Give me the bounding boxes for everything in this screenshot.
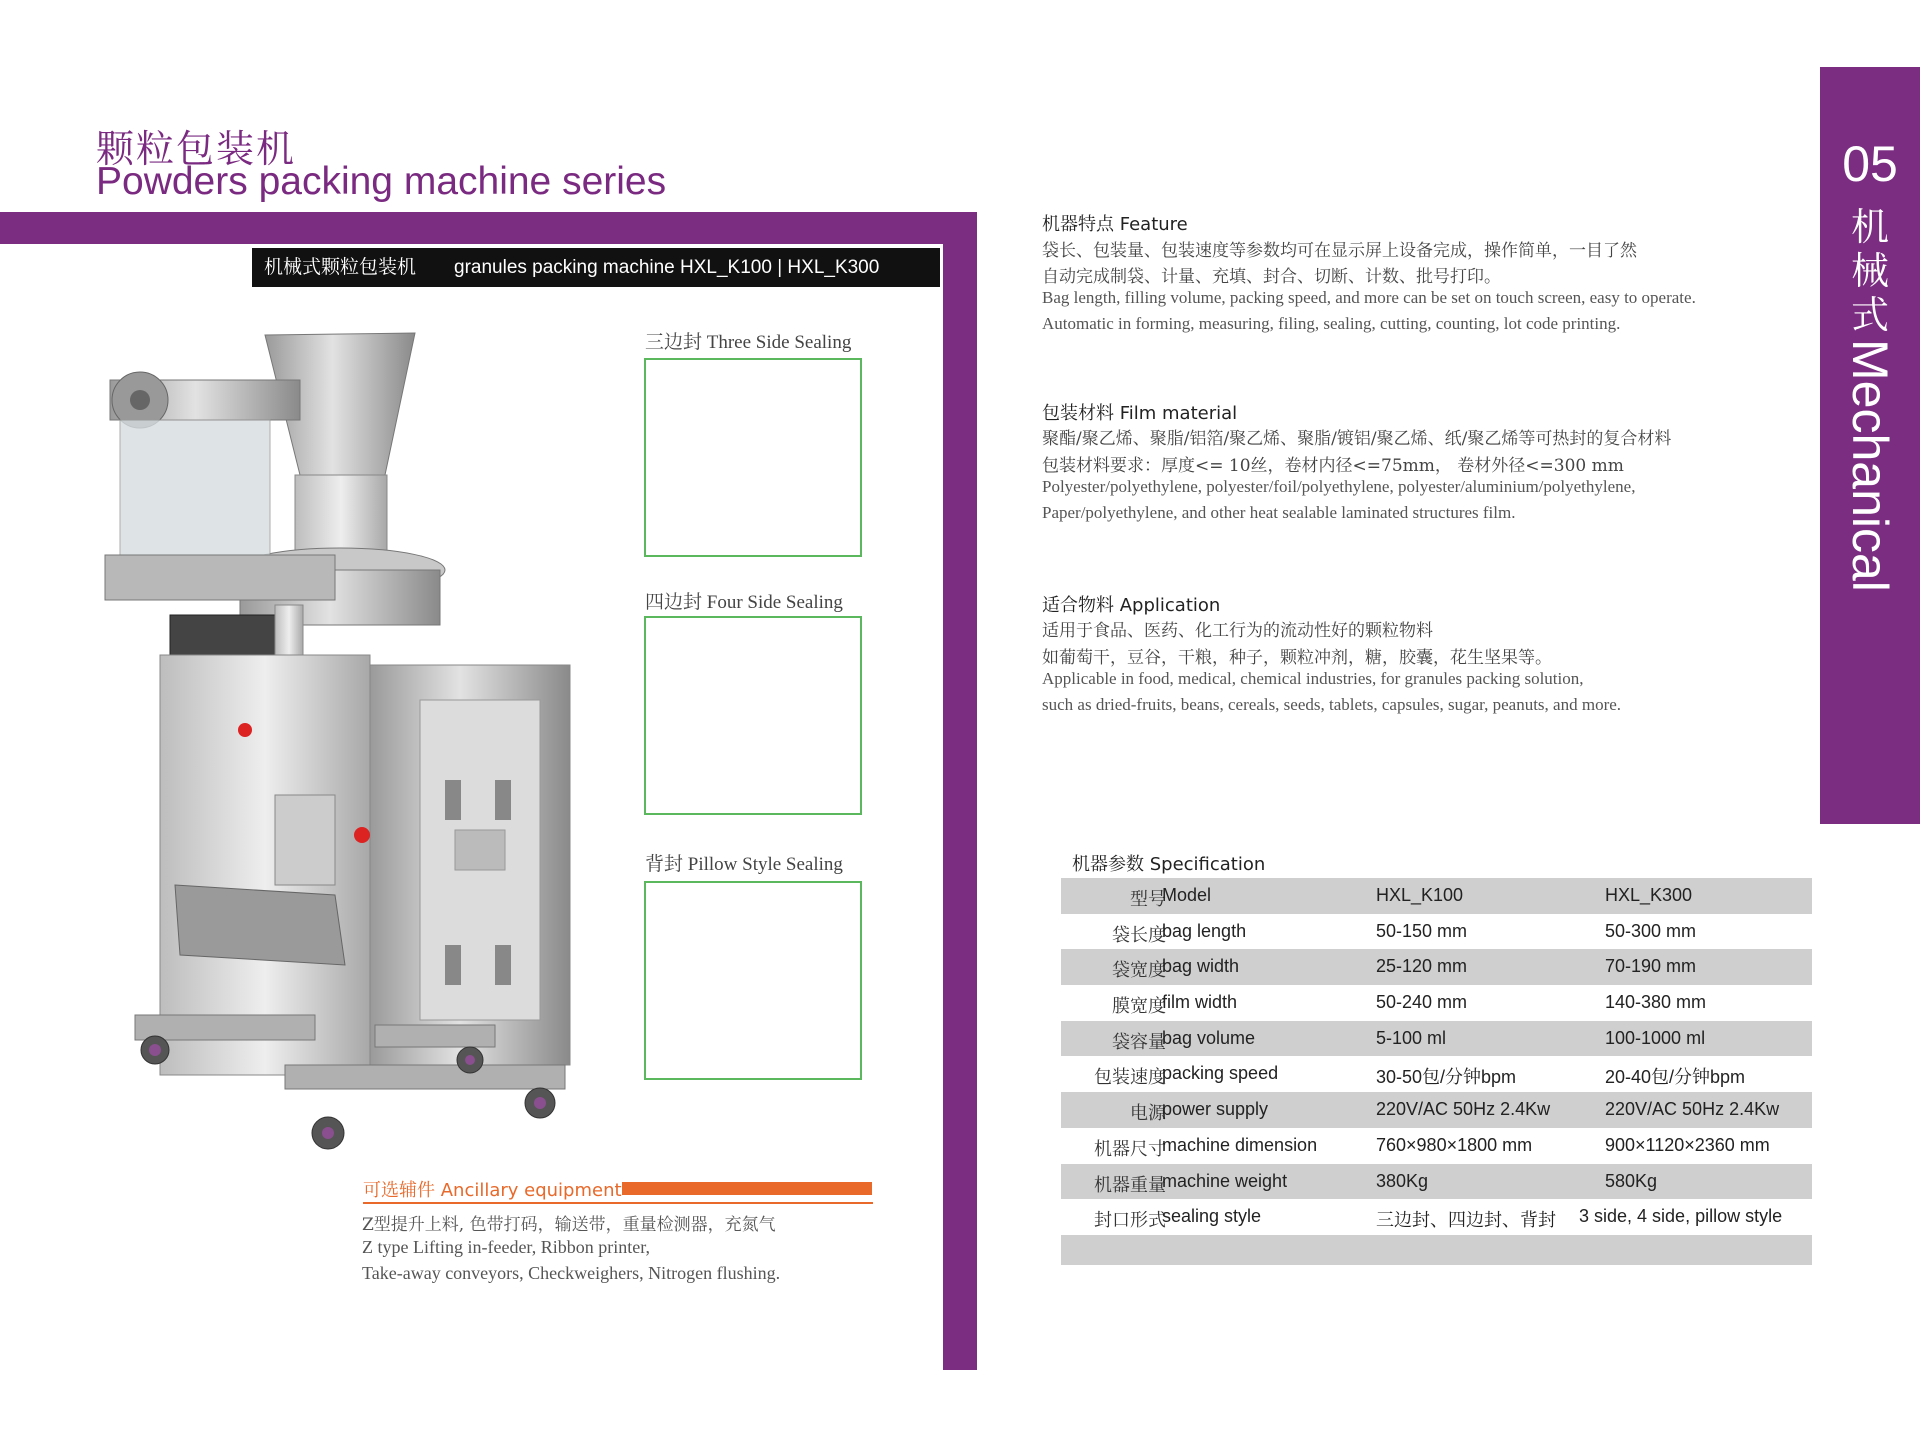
model-bar	[252, 248, 940, 287]
ancillary-accent-bar	[622, 1182, 872, 1195]
spec-row	[1061, 1199, 1812, 1235]
film-line: Paper/polyethylene, and other heat sealable laminated structures film.	[1042, 503, 1516, 522]
four-side-sealing-sample	[644, 616, 862, 815]
section-chinese-char: 械	[1850, 249, 1889, 293]
spec-k100-value: 三边封、四边封、背封	[1376, 1210, 1556, 1232]
page-title-chinese: 颗粒包装机	[96, 127, 297, 171]
spec-row-blank	[1061, 1235, 1812, 1265]
spec-row	[1061, 985, 1812, 1021]
spec-en-label: power supply	[1162, 1099, 1269, 1120]
film-title: 包装材料 Film material	[1042, 403, 1238, 424]
ancillary-line-en-2: Take-away conveyors, Checkweighers, Nitrogen flushing.	[362, 1263, 781, 1283]
application-line: Applicable in food, medical, chemical industries, for granules packing solution,	[1042, 669, 1584, 688]
spec-k100-value: 50-150 mm	[1376, 920, 1468, 941]
spec-k100-value: HXL_K100	[1376, 885, 1464, 905]
packing-machine-illustration	[100, 325, 580, 1155]
film-line: 包装材料要求：厚度<= 10丝，卷材内径<=75mm， 卷材外径<=300 mm	[1042, 456, 1624, 476]
spec-cn-label: 电源	[1130, 1103, 1166, 1125]
spec-k300-value: 220V/AC 50Hz 2.4Kw	[1605, 1099, 1780, 1120]
spec-row	[1061, 914, 1812, 950]
spec-cn-label: 膜宽度	[1112, 996, 1166, 1018]
spec-k300-value: HXL_K300	[1605, 885, 1693, 905]
spec-k100-value: 760×980×1800 mm	[1376, 1134, 1533, 1155]
spec-cn-label: 袋宽度	[1112, 960, 1166, 982]
section-chinese-char: 式	[1850, 293, 1889, 337]
ancillary-line-cn: Z型提升上料, 色带打码，输送带，重量检测器，充氮气	[362, 1215, 776, 1235]
spec-table	[1061, 878, 1812, 1265]
spec-k300-value: 70-190 mm	[1605, 956, 1697, 977]
purple-divider-band	[943, 212, 977, 1370]
spec-row	[1061, 1092, 1812, 1128]
spec-title: 机器参数 Specification	[1072, 854, 1266, 875]
feature-line: Bag length, filling volume, packing speed, and more can be set on touch screen, easy to operate.	[1042, 288, 1696, 307]
spec-k300-value: 140-380 mm	[1605, 992, 1707, 1013]
spec-en-label: machine weight	[1162, 1170, 1288, 1191]
spec-en-label: bag width	[1162, 956, 1240, 977]
feature-line: 自动完成制袋、计量、充填、封合、切断、计数、批号打印。	[1042, 267, 1501, 287]
feature-line: 袋长、包装量、包装速度等参数均可在显示屏上设备完成，操作简单，一目了然	[1042, 241, 1637, 261]
spec-row	[1061, 949, 1812, 985]
ancillary-underline	[363, 1202, 873, 1204]
film-line: Polyester/polyethylene, polyester/foil/polyethylene, polyester/aluminium/polyethylene,	[1042, 477, 1636, 496]
purple-header-band	[0, 212, 977, 244]
model-bar-chinese: 机械式颗粒包装机	[264, 257, 417, 278]
three-side-sealing-label: 三边封 Three Side Sealing	[645, 332, 852, 353]
feature-line: Automatic in forming, measuring, filing, sealing, cutting, counting, lot code printing.	[1042, 314, 1621, 333]
spec-row	[1061, 1128, 1812, 1164]
spec-k300-value: 900×1120×2360 mm	[1605, 1134, 1770, 1155]
spec-en-label: Model	[1162, 885, 1212, 905]
spec-row	[1061, 1164, 1812, 1200]
spec-k300-value: 3 side, 4 side, pillow style	[1579, 1206, 1783, 1227]
four-side-sealing-label: 四边封 Four Side Sealing	[645, 592, 843, 613]
spec-en-label: sealing style	[1162, 1206, 1262, 1227]
model-bar-english: granules packing machine HXL_K100 | HXL_K300	[454, 257, 880, 278]
spec-cn-label: 机器尺寸	[1094, 1138, 1166, 1160]
spec-k100-value: 380Kg	[1376, 1170, 1429, 1191]
spec-en-label: bag volume	[1162, 1027, 1256, 1048]
spec-k100-value: 220V/AC 50Hz 2.4Kw	[1376, 1099, 1551, 1120]
feature-title: 机器特点 Feature	[1042, 214, 1188, 235]
section-english-label: Mechanical	[1842, 339, 1898, 592]
spec-row	[1061, 878, 1812, 914]
ancillary-title: 可选辅件 Ancillary equipment	[363, 1180, 622, 1201]
application-line: 如葡萄干，豆谷，干粮，种子，颗粒冲剂，糖，胶囊，花生坚果等。	[1042, 648, 1552, 668]
spec-cn-label: 机器重量	[1094, 1174, 1166, 1196]
page-title-english: Powders packing machine series	[96, 160, 667, 203]
application-line: such as dried-fruits, beans, cereals, seeds, tablets, capsules, sugar, peanuts, and more.	[1042, 695, 1622, 714]
spec-k300-value: 100-1000 ml	[1605, 1027, 1706, 1048]
pillow-sealing-label: 背封 Pillow Style Sealing	[645, 854, 843, 875]
section-number: 05	[1842, 136, 1898, 192]
spec-en-label: bag length	[1162, 920, 1247, 941]
spec-k300-value: 580Kg	[1605, 1170, 1658, 1191]
section-chinese-char: 机	[1850, 205, 1889, 249]
spec-k100-value: 5-100 ml	[1376, 1027, 1447, 1048]
application-line: 适用于食品、医药、化工行为的流动性好的颗粒物料	[1042, 621, 1433, 641]
spec-k100-value: 50-240 mm	[1376, 992, 1468, 1013]
spec-k300-value: 20-40包/分钟bpm	[1605, 1067, 1746, 1088]
film-line: 聚酯/聚乙烯、聚脂/铝箔/聚乙烯、聚脂/镀铝/聚乙烯、纸/聚乙烯等可热封的复合材料	[1042, 429, 1672, 449]
spec-row	[1061, 1021, 1812, 1057]
spec-k100-value: 25-120 mm	[1376, 956, 1468, 977]
spec-k300-value: 50-300 mm	[1605, 920, 1697, 941]
pillow-sealing-sample	[644, 881, 862, 1080]
spec-en-label: machine dimension	[1162, 1134, 1318, 1155]
section-side-tab	[1820, 67, 1920, 824]
three-side-sealing-sample	[644, 358, 862, 557]
spec-cn-label: 封口形式	[1094, 1210, 1166, 1232]
spec-row	[1061, 1056, 1812, 1092]
spec-cn-label: 袋长度	[1112, 924, 1166, 946]
ancillary-line-en-1: Z type Lifting in-feeder, Ribbon printer,	[362, 1237, 650, 1257]
section-chinese-label	[1848, 205, 1892, 337]
spec-cn-label: 型号	[1130, 889, 1166, 910]
spec-en-label: film width	[1162, 992, 1238, 1013]
spec-cn-label: 袋容量	[1112, 1031, 1166, 1053]
spec-en-label: packing speed	[1162, 1063, 1279, 1084]
spec-k100-value: 30-50包/分钟bpm	[1376, 1067, 1517, 1088]
application-title: 适合物料 Application	[1042, 595, 1221, 616]
spec-cn-label: 包装速度	[1094, 1067, 1166, 1089]
